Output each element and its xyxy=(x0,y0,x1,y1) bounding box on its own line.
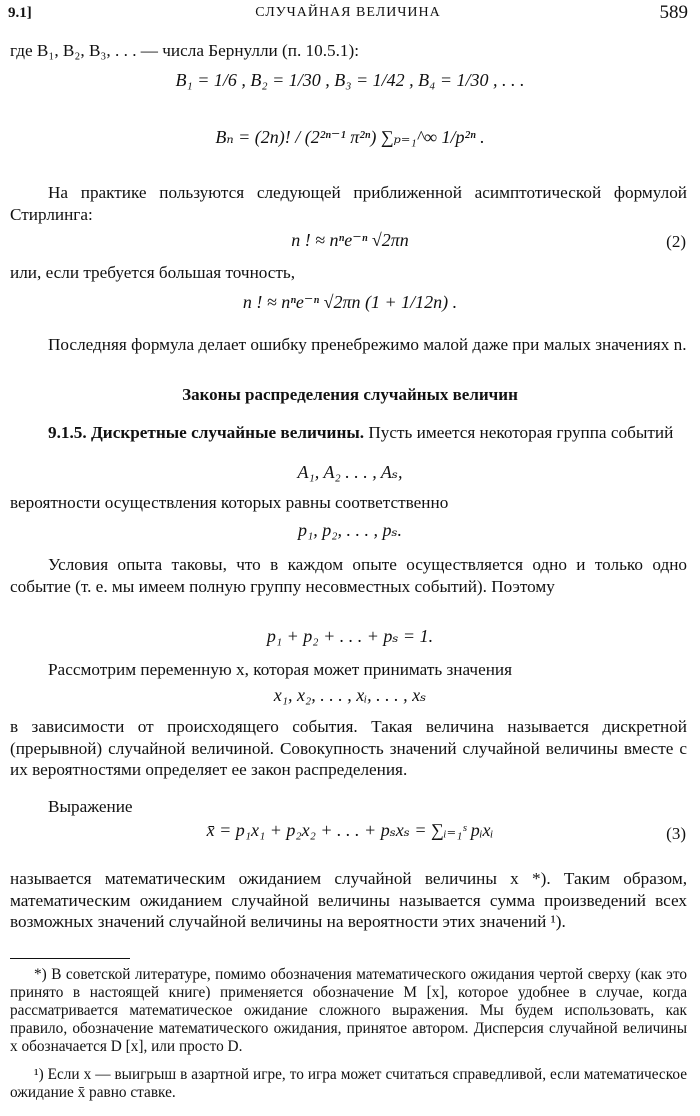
paragraph-variable: Рассмотрим переменную x, которая может принимать значения xyxy=(48,660,512,679)
subsection-text: Пусть имеется некоторая группа событий xyxy=(364,423,674,442)
subsection-title: 9.1.5. Дискретные случайные величины. xyxy=(48,423,365,442)
equation-expectation: x̄ = p₁x₁ + p₂x₂ + . . . + pₛxₛ = ∑ᵢ₌₁ˢ pᵢxᵢ xyxy=(206,820,494,840)
equation-stirling: n ! ≈ nⁿe⁻ⁿ √2πn xyxy=(291,230,409,250)
footnote-asterisk: *) В советской литературе, помимо обозначения математического ожидания чертой сверху (как это принято в настоящей книге) применяется обозначение M [x], которое удобнее в случае, когда рассматривается математическое ожидание сложного выражения. Мы будем использовать, как правило, обозначение математического ожидания, принятое автором. Дисперсия случайной величины x обозначается D [x], или просто D. xyxy=(10,966,687,1055)
section-number: 9.1] xyxy=(8,5,32,21)
running-title: СЛУЧАЙНАЯ ВЕЛИЧИНА xyxy=(255,5,441,20)
equation-number-3: (3) xyxy=(666,824,686,843)
paragraph-expression: Выражение xyxy=(48,797,133,816)
paragraph-precision: или, если требуется большая точность, xyxy=(10,263,296,282)
running-header xyxy=(8,2,688,28)
equation-events: A₁, A₂ . . . , Aₛ, xyxy=(297,462,403,482)
equation-bernoulli-general: Bₙ = (2n)! / (2²ⁿ⁻¹ π²ⁿ) ∑ₚ₌₁^∞ 1/p²ⁿ . xyxy=(215,127,485,147)
paragraph-error-note: Последняя формула делает ошибку пренебрежимо малой даже при малых значениях n. xyxy=(48,335,687,354)
paragraph-discrete-intro xyxy=(10,422,687,444)
equation-stirling-precise: n ! ≈ nⁿe⁻ⁿ √2πn (1 + 1/12n) . xyxy=(242,292,458,312)
paragraph-bernoulli-intro: где B₁, B₂, B₃, . . . — числа Бернулли (п. 10.5.1): xyxy=(10,41,360,60)
equation-bernoulli-values: B₁ = 1/6 , B₂ = 1/30 , B₃ = 1/42 , B₄ = 1/30 , . . . xyxy=(175,70,525,90)
page-number: 589 xyxy=(659,2,688,23)
section-heading: Законы распределения случайных величин xyxy=(182,385,518,404)
equation-probability-sum: p₁ + p₂ + . . . + pₛ = 1. xyxy=(266,626,434,646)
paragraph-probabilities: вероятности осуществления которых равны соответственно xyxy=(10,493,449,512)
footnote-one: ¹) Если x — выигрыш в азартной игре, то игра может считаться справедливой, если математическое ожидание x̄ равно ставке. xyxy=(10,1066,687,1101)
paragraph-stirling-intro: На практике пользуются следующей приближенной асимптотической формулой Стирлинга: xyxy=(10,183,687,224)
equation-variable-values: x₁, x₂, . . . , xᵢ, . . . , xₛ xyxy=(273,685,427,705)
equation-number-2: (2) xyxy=(666,232,686,251)
paragraph-discrete-definition: в зависимости от происходящего события. Такая величина называется дискретной (прерывной) случайной величиной. Совокупность значений случайной величины вместе с их вероятностями определяет ее закон распределения. xyxy=(10,717,687,779)
paragraph-experiment-conditions: Условия опыта таковы, что в каждом опыте осуществляется одно и только одно событие (т. е. мы имеем полную группу несовместных событий). Поэтому xyxy=(10,555,687,596)
equation-probabilities: p₁, p₂, . . . , pₛ. xyxy=(297,520,403,540)
footnote-divider xyxy=(10,958,130,959)
paragraph-expectation-definition: называется математическим ожиданием случайной величины x *). Таким образом, математическим ожиданием случайной величины называется сумма произведений всех возможных значений случайной величины на вероятности этих значений ¹). xyxy=(10,869,687,931)
